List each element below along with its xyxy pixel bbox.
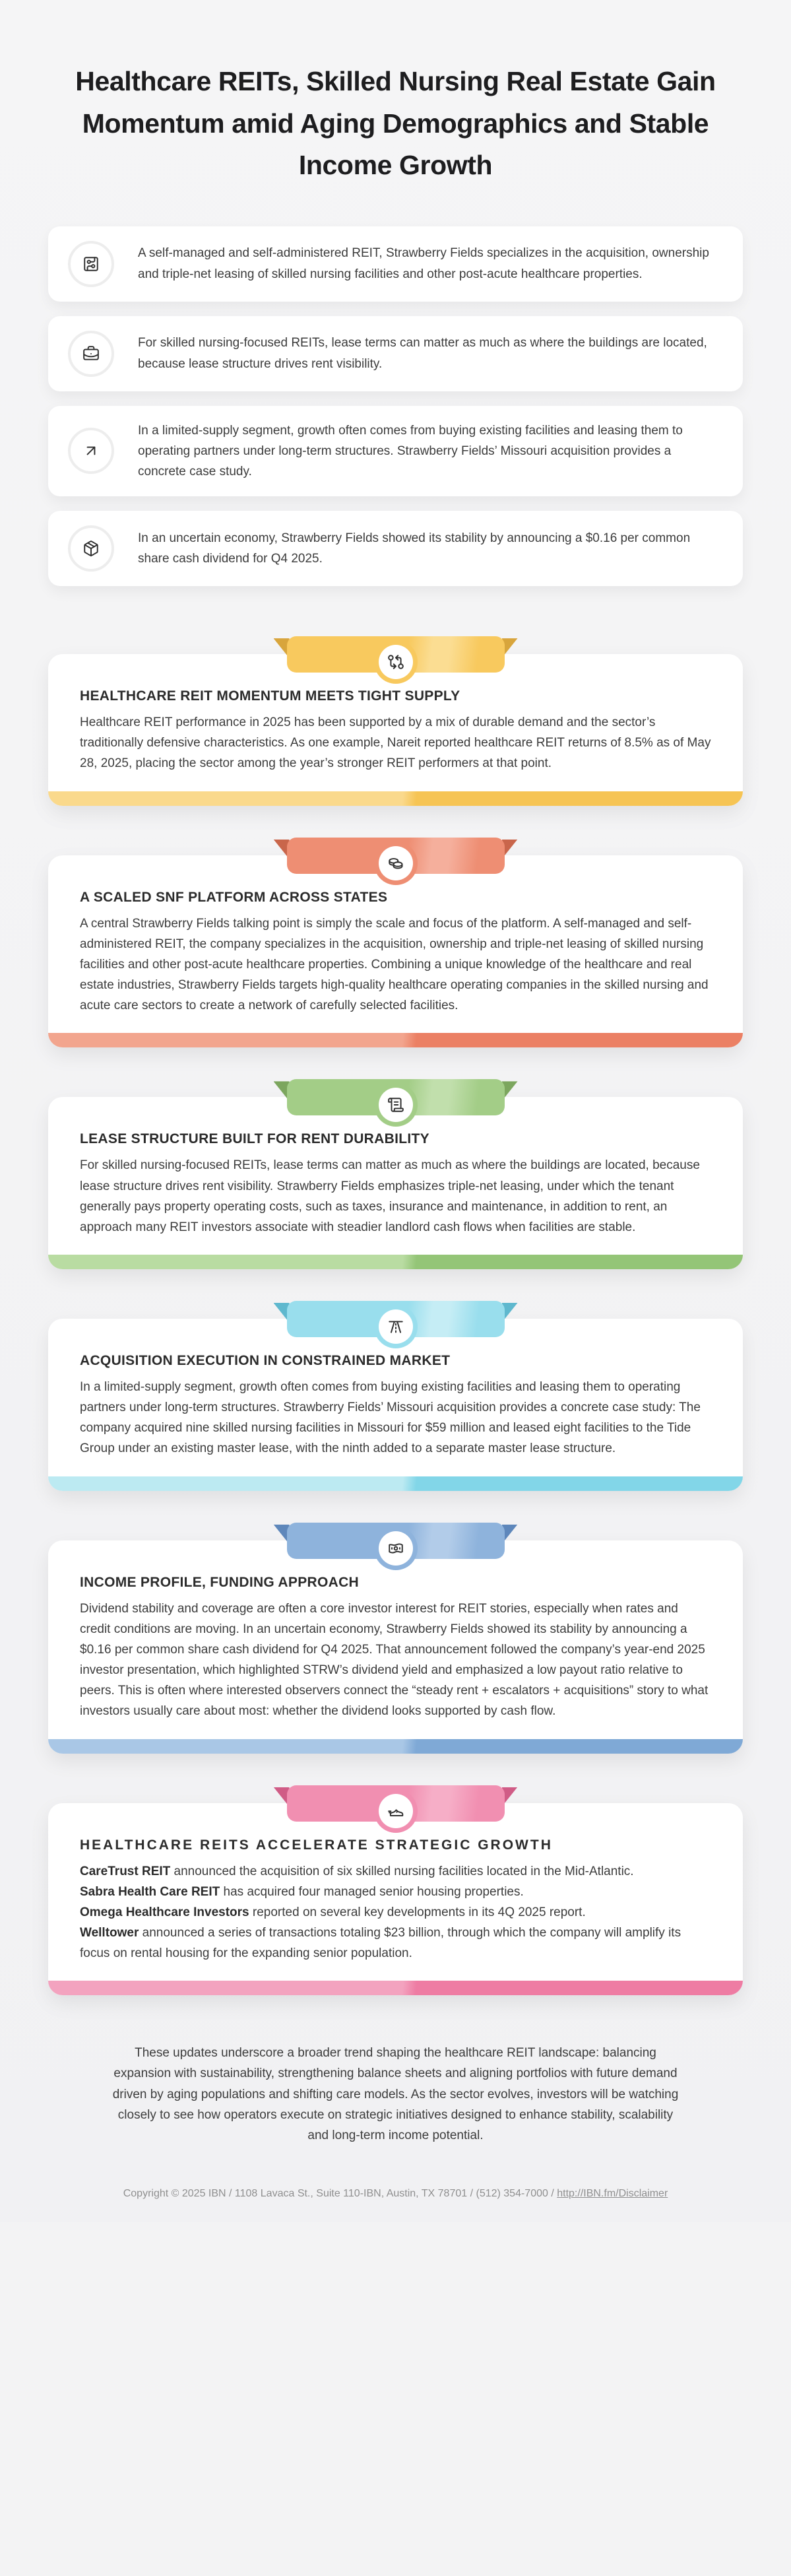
section-platform: [48, 838, 743, 1048]
section-accent-bar: [48, 791, 743, 806]
copyright-text: Copyright © 2025 IBN / 1108 Lavaca St., Suite 110-IBN, Austin, TX 78701 / (512) 354-7000 /: [123, 2188, 557, 2200]
section-ribbon: [287, 1079, 505, 1115]
briefcase-icon: [68, 331, 114, 377]
growth-item: [80, 1902, 711, 1923]
section-heading: A SCALED SNF PLATFORM ACROSS STATES: [80, 889, 388, 905]
section-accent-bar: [48, 1033, 743, 1047]
package-icon: [68, 525, 114, 572]
section-strategic-growth: [48, 1785, 743, 1996]
running-shoe-icon: [379, 1794, 413, 1828]
growth-item: [80, 1882, 711, 1902]
company-name: Omega Healthcare Investors: [80, 1905, 249, 1919]
circuit-board-icon: [68, 241, 114, 287]
callout-card: [48, 406, 743, 496]
growth-item-text: has acquired four managed senior housing properties.: [220, 1884, 524, 1899]
page-title: Healthcare REITs, Skilled Nursing Real Estate Gain Momentum amid Aging Demographics and Stable Income Growth: [75, 66, 716, 181]
section-body: Dividend stability and coverage are often a core investor interest for REIT stories, especially when rates and credit conditions are moving. In an uncertain economy, Strawberry Fields showed its stability by announcing a $0.16 per common share cash dividend for Q4 2025. That announcement followed the company’s year-end 2025 investor presentation, which highlighted STRW’s dividend yield and emphasized a low payout ratio relative to peers. This is often where interested observers connect the “steady rent + escalators + acquisitions” story to what investors usually care about most: whether the dividend looks supported by cash flow.: [80, 1601, 709, 1719]
company-name: CareTrust REIT: [80, 1864, 171, 1878]
section-body: In a limited-supply segment, growth often comes from buying existing facilities and leasing them to operating partners under long-term structures. Strawberry Fields’ Missouri acquisition provides a concrete case study: The company acquired nine skilled nursing facilities in Missouri for $59 million and leased eight facilities to the Tide Group under an existing master lease, with the ninth added to a separate master lease structure.: [80, 1379, 701, 1456]
road-icon: [379, 1309, 413, 1344]
compare-arrows-icon: [379, 645, 413, 679]
section-ribbon: [287, 1301, 505, 1337]
section-acquisition: [48, 1301, 743, 1491]
growth-item: [80, 1861, 711, 1882]
section-body: A central Strawberry Fields talking point is simply the scale and focus of the platform. A self-managed and self-administered REIT, the company specializes in the acquisition, ownership and triple-net leasing of skilled nursing facilities and other post-acute healthcare properties. Combining a unique knowledge of the healthcare and real estate industries, Strawberry Fields targets high-quality healthcare operating companies in the skilled nursing and acute care sectors to create a network of carefully selected facilities.: [80, 916, 709, 1013]
coins-icon: [379, 846, 413, 880]
section-income-profile: [48, 1523, 743, 1754]
section-card: [48, 1540, 743, 1754]
callout-text: In an uncertain economy, Strawberry Fields showed its stability by announcing a $0.16 per common share cash dividend for Q4 2025.: [138, 531, 691, 566]
growth-item-text: reported on several key developments in its 4Q 2025 report.: [249, 1905, 586, 1919]
section-heading: ACQUISITION EXECUTION IN CONSTRAINED MARKET: [80, 1352, 451, 1368]
growth-item-text: announced a series of transactions totaling $23 billion, through which the company will amplify its focus on rental housing for the expanding senior population.: [80, 1926, 681, 1961]
section-momentum: [48, 636, 743, 805]
banknote-icon: [379, 1531, 413, 1566]
section-ribbon: [287, 1785, 505, 1822]
disclaimer-link[interactable]: http://IBN.fm/Disclaimer: [557, 2188, 668, 2200]
callout-text: In a limited-supply segment, growth often comes from buying existing facilities and leasing them to operating partners under long-term structures. Strawberry Fields’ Missouri acquisition provides a concrete case study.: [138, 423, 683, 479]
closing-paragraph: These updates underscore a broader trend shaping the healthcare REIT landscape: balancing expansion with sustainability, strengthening balance sheets and aligning portfolios with future demand driven by aging populations and shifting care models. As the sector evolves, investors will be watching closely to see how operators execute on strategic initiatives designed to enhance stability, scalability and long-term income potential.: [112, 2046, 679, 2142]
copyright-line: [48, 2188, 743, 2200]
section-accent-bar: [48, 1739, 743, 1754]
company-name: Welltower: [80, 1926, 139, 1940]
callout-card: [48, 226, 743, 302]
company-name: Sabra Health Care REIT: [80, 1884, 220, 1899]
growth-item: [80, 1923, 711, 1964]
section-ribbon: [287, 838, 505, 874]
arrow-up-right-icon: [68, 428, 114, 474]
section-accent-bar: [48, 1255, 743, 1269]
growth-item-text: announced the acquisition of six skilled nursing facilities located in the Mid-Atlantic.: [170, 1864, 634, 1878]
callout-card: [48, 511, 743, 586]
callout-text: For skilled nursing-focused REITs, lease terms can matter as much as where the buildings are located, because lease structure drives rent visibility.: [138, 336, 707, 371]
section-heading: HEALTHCARE REIT MOMENTUM MEETS TIGHT SUPPLY: [80, 688, 460, 704]
callout-card: [48, 316, 743, 391]
section-ribbon: [287, 1523, 505, 1559]
section-lease-structure: [48, 1079, 743, 1269]
section-heading: LEASE STRUCTURE BUILT FOR RENT DURABILITY: [80, 1131, 429, 1147]
section-ribbon: [287, 636, 505, 673]
section-body: Healthcare REIT performance in 2025 has been supported by a mix of durable demand and the sector’s traditionally defensive characteristics. As one example, Nareit reported healthcare REIT returns of 8.5% as of May 28, 2025, placing the sector among the year’s stronger REIT performers at that point.: [80, 715, 711, 771]
section-heading: HEALTHCARE REITS ACCELERATE STRATEGIC GROWTH: [80, 1837, 553, 1853]
section-accent-bar: [48, 1476, 743, 1491]
section-heading: INCOME PROFILE, FUNDING APPROACH: [80, 1574, 359, 1590]
section-accent-bar: [48, 1981, 743, 1995]
callout-text: A self-managed and self-administered REIT, Strawberry Fields specializes in the acquisition, ownership and triple-net leasing of skilled nursing facilities and other post-acute healthcare properties.: [138, 246, 709, 281]
section-body: For skilled nursing-focused REITs, lease terms can matter as much as where the buildings are located, because lease structure drives rent visibility. Strawberry Fields emphasizes triple-net leasing, under which the tenant generally pays property operating costs, such as taxes, insurance and maintenance, in addition to rent, an approach many REIT investors associate with steadier landlord cash flows when facilities are stable.: [80, 1158, 700, 1234]
scroll-icon: [379, 1088, 413, 1122]
